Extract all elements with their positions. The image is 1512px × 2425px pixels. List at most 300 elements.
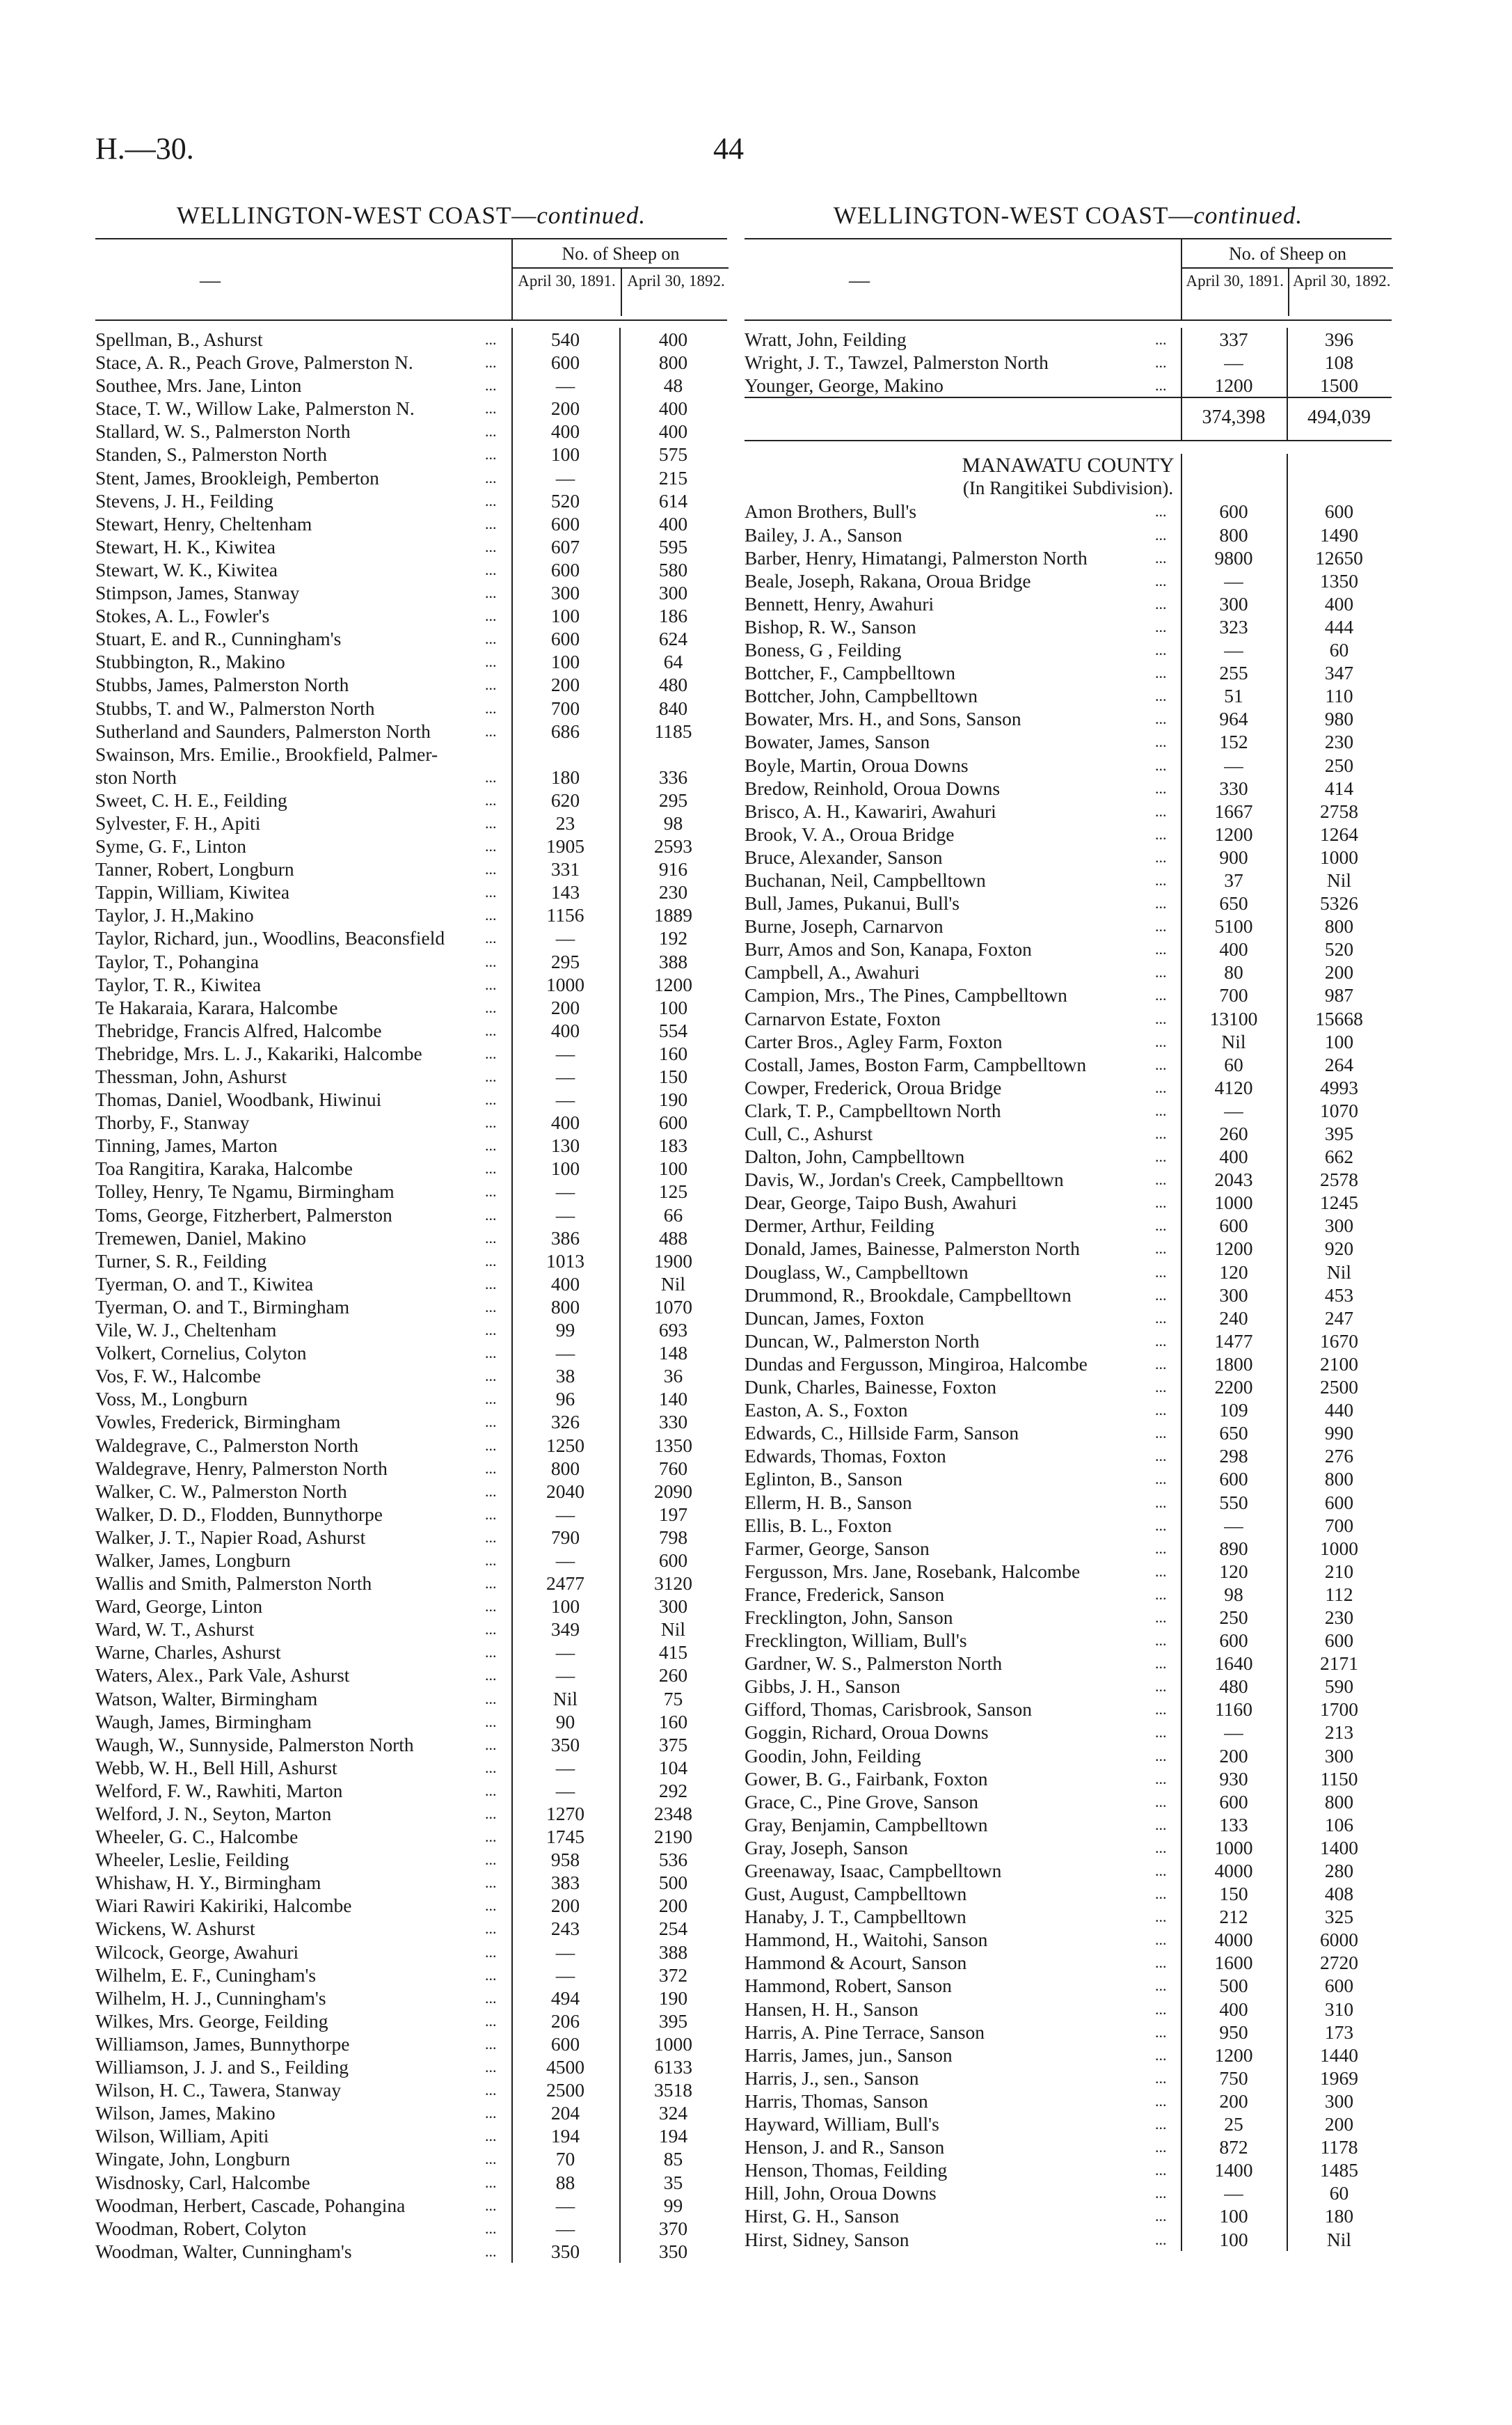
table-row (745, 846, 1392, 869)
sheep-1892: 210 (1324, 1560, 1354, 1582)
table-row (95, 1549, 727, 1572)
sheep-1891: — (555, 1342, 575, 1364)
sheep-1891: — (555, 1779, 575, 1801)
leader-dots: ... (485, 2173, 497, 2191)
owner-name: Waldegrave, C., Palmerston North (95, 1434, 359, 1456)
table-row (745, 374, 1392, 397)
table-row (745, 1675, 1392, 1698)
sheep-1891: 2040 (546, 1480, 584, 1502)
owner-name: Wilson, James, Makino (95, 2102, 276, 2124)
leader-dots: ... (1155, 2161, 1167, 2179)
owner-name: Thorby, F., Stanway (95, 1112, 250, 1134)
owner-name: Easton, A. S., Foxton (745, 1399, 908, 1421)
sheep-1892: 1889 (654, 904, 692, 926)
table-row (95, 397, 727, 420)
owner-name: Clark, T. P., Campbelltown North (745, 1099, 1001, 1121)
owner-name: Hayward, William, Bull's (745, 2113, 939, 2135)
leader-dots: ... (485, 722, 497, 740)
sheep-1891: 400 (550, 420, 580, 443)
right-table-body (745, 454, 1392, 2250)
sheep-1891: 96 (555, 1388, 575, 1410)
leader-dots: ... (485, 400, 497, 418)
sheep-1892: 276 (1324, 1445, 1354, 1467)
leader-dots: ... (1155, 1194, 1167, 1212)
leader-dots: ... (1155, 1148, 1167, 1166)
sheep-1892: 347 (1324, 662, 1354, 684)
table-row (95, 535, 727, 558)
leader-dots: ... (485, 1735, 497, 1753)
table-row (745, 823, 1392, 846)
leader-dots: ... (485, 676, 497, 694)
sheep-1892: 1350 (1320, 569, 1358, 592)
leader-dots: ... (485, 791, 497, 809)
owner-name: Dermer, Arthur, Feilding (745, 1215, 934, 1237)
table-row (95, 1019, 727, 1042)
sheep-1892: 183 (658, 1135, 688, 1157)
sheep-1892: 200 (658, 1895, 688, 1917)
owner-name: Harris, J., sen., Sanson (745, 2067, 919, 2089)
sheep-1892: 1500 (1320, 374, 1358, 397)
table-row (745, 2090, 1392, 2112)
sheep-1891: 1640 (1214, 1652, 1253, 1675)
owner-name: Hirst, Sidney, Sanson (745, 2228, 909, 2250)
leader-dots: ... (485, 1160, 497, 1178)
sheep-1892: 148 (658, 1342, 688, 1364)
sheep-1891: 100 (550, 605, 580, 627)
sheep-1891: 323 (1219, 615, 1248, 638)
sheep-1892: 1245 (1320, 1192, 1358, 1214)
sheep-1892: 1070 (654, 1295, 692, 1318)
sheep-1891: — (555, 1180, 575, 1203)
sheep-1891: — (555, 2217, 575, 2239)
owner-name: Williamson, James, Bunnythorpe (95, 2032, 350, 2055)
owner-name: Boyle, Martin, Oroua Downs (745, 754, 969, 776)
sheep-1891: 90 (555, 1710, 575, 1732)
owner-name: Vile, W. J., Cheltenham (95, 1319, 277, 1341)
owner-name: Harris, A. Pine Terrace, Sanson (745, 2021, 985, 2043)
sheep-1891: — (1224, 754, 1243, 776)
sheep-1891: 200 (550, 1895, 580, 1917)
owner-name: Taylor, T., Pohangina (95, 950, 260, 972)
leader-dots: ... (485, 1413, 497, 1431)
table-row (745, 892, 1392, 915)
sheep-1891: 51 (1224, 685, 1243, 707)
sheep-1892: 400 (658, 512, 688, 535)
sheep-1892: Nil (1326, 1261, 1352, 1283)
leader-dots: ... (1155, 1585, 1167, 1603)
leader-dots: ... (1155, 940, 1167, 958)
table-row (745, 938, 1392, 961)
owner-name: Webb, W. H., Bell Hill, Ashurst (95, 1756, 337, 1778)
owner-name: Brook, V. A., Oroua Bridge (745, 823, 955, 845)
sheep-1891: 143 (550, 881, 580, 903)
leader-dots: ... (485, 331, 497, 348)
left-column (95, 202, 727, 2263)
sheep-1891: 23 (555, 812, 575, 834)
table-row (745, 1398, 1392, 1421)
sheep-1892: 1490 (1320, 523, 1358, 546)
sheep-1892: 1670 (1320, 1329, 1358, 1352)
owner-name: Sutherland and Saunders, Palmerston North (95, 720, 431, 742)
sheep-1891: 600 (550, 628, 580, 650)
sheep-1891: — (555, 1641, 575, 1664)
sheep-1892: 600 (1324, 500, 1354, 523)
owner-name: Bredow, Reinhold, Oroua Downs (745, 777, 1001, 799)
table-row (95, 2194, 727, 2217)
owner-name: Gower, B. G., Fairbank, Foxton (745, 1767, 988, 1790)
owner-name: Stubbington, R., Makino (95, 651, 285, 673)
sheep-1891: 200 (1219, 1744, 1248, 1767)
table-row (745, 328, 1392, 351)
owner-name: Harris, Thomas, Sanson (745, 2090, 928, 2112)
owner-name: Walker, James, Longburn (95, 1549, 291, 1571)
table-row (95, 1595, 727, 1618)
sheep-1892: 180 (1324, 2205, 1354, 2227)
sheep-1892: 388 (658, 950, 688, 972)
table-row (95, 1134, 727, 1157)
owner-name: Swainson, Mrs. Emilie., Brookfield, Palmer- (95, 743, 438, 765)
owner-name: Stevens, J. H., Feilding (95, 489, 273, 512)
owner-name: Thessman, John, Ashurst (95, 1066, 287, 1087)
leader-dots: ... (485, 952, 497, 970)
sheep-1891: 200 (550, 996, 580, 1018)
leader-dots: ... (485, 1897, 497, 1915)
table-row (745, 1375, 1392, 1398)
owner-name: Waldegrave, Henry, Palmerston North (95, 1457, 388, 1479)
owner-name: Donald, James, Bainesse, Palmerston North (745, 1238, 1080, 1260)
sheep-1891: 60 (1224, 1053, 1243, 1075)
table-row (745, 1537, 1392, 1560)
leader-dots: ... (485, 1321, 497, 1339)
table-row (745, 1813, 1392, 1836)
sheep-1892: 104 (658, 1756, 688, 1778)
owner-name: Woodman, Walter, Cunningham's (95, 2240, 352, 2262)
owner-name: Edwards, C., Hillside Farm, Sanson (745, 1422, 1019, 1444)
col-1892-heading: April 30, 1892. (1288, 269, 1395, 316)
sheep-1892: 400 (658, 329, 688, 350)
sheep-1891: 1905 (546, 835, 584, 858)
sheep-1891: 1000 (546, 973, 584, 995)
leader-dots: ... (485, 1297, 497, 1316)
table-row (95, 650, 727, 673)
owner-name: Bull, James, Pukanui, Bull's (745, 892, 960, 915)
table-row (95, 789, 727, 812)
sheep-1891: — (555, 1664, 575, 1687)
table-row (95, 1733, 727, 1756)
right-table-header (745, 238, 1392, 321)
owner-name: Thebridge, Mrs. L. J., Kakariki, Halcombe (95, 1042, 422, 1064)
owner-name: Voss, M., Longburn (95, 1388, 248, 1410)
leader-dots: ... (485, 1091, 497, 1109)
leader-dots: ... (485, 1274, 497, 1293)
sheep-1892: 173 (1324, 2021, 1354, 2043)
table-row (95, 1341, 727, 1364)
sheep-1891: — (1224, 1514, 1243, 1536)
leader-dots: ... (485, 906, 497, 924)
sheep-count-heading: No. of Sheep on (1182, 244, 1393, 269)
table-row (95, 443, 727, 466)
owner-name: Wickens, W. Ashurst (95, 1918, 255, 1940)
sheep-1892: Nil (660, 1618, 686, 1641)
sheep-1891: 1600 (1214, 1952, 1253, 1974)
sheep-1891: 300 (550, 582, 580, 604)
left-table-header (95, 238, 727, 321)
sheep-1891: 700 (550, 697, 580, 719)
owner-name: Dalton, John, Campbelltown (745, 1146, 965, 1168)
sheep-1891: Nil (1221, 1030, 1246, 1052)
owner-name: Stokes, A. L., Fowler's (95, 605, 270, 627)
owner-name: Dundas and Fergusson, Mingiroa, Halcombe (745, 1352, 1088, 1375)
owner-name: Wilhelm, E. F., Cuningham's (95, 1964, 317, 1986)
leader-dots: ... (485, 1344, 497, 1362)
sheep-1891: 400 (550, 1019, 580, 1041)
owner-name: Wilson, William, Apiti (95, 2125, 269, 2147)
sheep-1891: 607 (550, 535, 580, 558)
table-row (745, 546, 1392, 569)
table-row (95, 1457, 727, 1480)
table-row (745, 1145, 1392, 1168)
sheep-1892: 98 (663, 812, 683, 834)
table-row (745, 2181, 1392, 2204)
owner-name: Taylor, J. H.,Makino (95, 904, 254, 926)
leader-dots: ... (1155, 1447, 1167, 1465)
table-row (95, 2009, 727, 2032)
leader-dots: ... (1155, 1332, 1167, 1350)
table-row (745, 1329, 1392, 1352)
owner-name: Whishaw, H. Y., Birmingham (95, 1872, 321, 1894)
sheep-1891: 400 (550, 1112, 580, 1134)
sheep-1891: 600 (550, 512, 580, 535)
leader-dots: ... (485, 1851, 497, 1869)
table-row (95, 1272, 727, 1295)
sheep-1891: 400 (550, 1272, 580, 1295)
sheep-1892: 916 (658, 858, 688, 880)
sheep-1892: 408 (1324, 1883, 1354, 1905)
table-row (745, 1168, 1392, 1191)
leader-dots: ... (485, 1597, 497, 1616)
table-row (95, 627, 727, 650)
sheep-1892: 488 (658, 1226, 688, 1249)
table-row (745, 1652, 1392, 1675)
sheep-1892: 662 (1324, 1146, 1354, 1168)
owner-name: Hanaby, J. T., Campbelltown (745, 1906, 966, 1928)
table-row (745, 684, 1392, 707)
leader-dots: ... (1155, 802, 1167, 820)
sheep-1891: 240 (1219, 1306, 1248, 1329)
owner-name: Brisco, A. H., Kawariri, Awahuri (745, 800, 996, 822)
table-row (745, 1053, 1392, 1076)
owner-name: Thebridge, Francis Alfred, Halcombe (95, 1019, 382, 1041)
sheep-1891: 350 (550, 1733, 580, 1755)
table-row (745, 1998, 1392, 2021)
table-row (95, 743, 727, 766)
sheep-1892: 600 (658, 1112, 688, 1134)
owner-name: Vos, F. W., Halcombe (95, 1365, 261, 1387)
leader-dots: ... (1155, 1055, 1167, 1073)
sheep-1892: 1000 (1320, 846, 1358, 868)
owner-name: ston North (95, 766, 177, 788)
sheep-1891: 200 (550, 397, 580, 420)
table-row (95, 2240, 727, 2263)
table-row (745, 569, 1392, 592)
sheep-1892: 840 (658, 697, 688, 719)
owner-name: Volkert, Cornelius, Colyton (95, 1342, 307, 1364)
owner-name: Cowper, Frederick, Oroua Bridge (745, 1076, 1002, 1098)
leader-dots: ... (1155, 756, 1167, 774)
sheep-1892: 1000 (654, 2032, 692, 2055)
sheep-1892: 614 (658, 489, 688, 512)
sheep-1892: 325 (1324, 1906, 1354, 1928)
table-row (745, 2044, 1392, 2067)
leader-dots: ... (1155, 1862, 1167, 1879)
leader-dots: ... (485, 537, 497, 555)
owner-name: Toms, George, Fitzherbert, Palmerston (95, 1203, 392, 1226)
table-row (95, 880, 727, 903)
sheep-1891: — (555, 2194, 575, 2216)
leader-dots: ... (1155, 1700, 1167, 1719)
sheep-1892: 12650 (1315, 546, 1363, 569)
sheep-1892: 2190 (654, 1826, 692, 1848)
sheep-1891: 150 (1219, 1883, 1248, 1905)
sheep-1891: 930 (1219, 1767, 1248, 1790)
sheep-1891: — (555, 1549, 575, 1571)
leader-dots: ... (485, 1390, 497, 1408)
owner-name: Hirst, G. H., Sanson (745, 2205, 900, 2227)
sheep-1892: 300 (1324, 2090, 1354, 2112)
leader-dots: ... (1155, 2207, 1167, 2225)
leader-dots: ... (485, 1620, 497, 1638)
leader-dots: ... (1155, 664, 1167, 682)
table-row (745, 754, 1392, 777)
sheep-1892: 800 (1324, 1790, 1354, 1812)
table-row (95, 1318, 727, 1341)
table-row (95, 1618, 727, 1641)
owner-name: Wisdnosky, Carl, Halcombe (95, 2171, 310, 2193)
leader-dots: ... (1155, 1608, 1167, 1626)
sheep-1891: 38 (555, 1365, 575, 1387)
sheep-1891: 206 (550, 2009, 580, 2032)
table-row (95, 2217, 727, 2240)
owner-name: Walker, C. W., Palmerston North (95, 1480, 347, 1502)
sheep-1891: 1000 (1214, 1836, 1253, 1858)
sheep-1891: 400 (1219, 938, 1248, 961)
sheep-1891: 180 (550, 766, 580, 788)
sheep-1891: — (555, 1964, 575, 1986)
sheep-1891: 70 (555, 2148, 575, 2170)
sheep-1892: 190 (658, 1986, 688, 2009)
owner-name: Wilson, H. C., Tawera, Stanway (95, 2079, 342, 2101)
sheep-1892: 6000 (1320, 1929, 1358, 1951)
sheep-1892: 400 (658, 397, 688, 420)
leader-dots: ... (1155, 1240, 1167, 1258)
sheep-count-group (511, 239, 729, 319)
owner-name: Woodman, Herbert, Cascade, Pohangina (95, 2194, 406, 2216)
leader-dots: ... (485, 2012, 497, 2030)
owner-name: Hansen, H. H., Sanson (745, 1998, 918, 2020)
owner-name: Stubbs, James, Palmerston North (95, 674, 349, 696)
leader-dots: ... (1155, 354, 1167, 372)
table-row (745, 592, 1392, 615)
owner-name: Wright, J. T., Tawzel, Palmerston North (745, 351, 1049, 374)
sheep-1892: 260 (658, 1664, 688, 1687)
sheep-1892: 760 (658, 1457, 688, 1479)
leader-dots: ... (1155, 825, 1167, 843)
table-row (745, 2067, 1392, 2090)
table-row (95, 581, 727, 604)
sheep-1892: 1440 (1320, 2044, 1358, 2066)
table-row (95, 996, 727, 1019)
owner-name: Gifford, Thomas, Carisbrook, Sanson (745, 1698, 1032, 1721)
header-dash: — (200, 269, 221, 292)
sheep-1891: — (555, 1203, 575, 1226)
table-row (95, 1042, 727, 1065)
table-row (95, 351, 727, 374)
sheep-1891: 1013 (546, 1249, 584, 1272)
right-column-title: WELLINGTON-WEST COAST—continued. (833, 202, 1303, 229)
leader-dots: ... (1155, 503, 1167, 521)
table-row (745, 1514, 1392, 1537)
leader-dots: ... (485, 837, 497, 855)
leader-dots: ... (1155, 2023, 1167, 2041)
owner-name: Standen, S., Palmerston North (95, 443, 328, 466)
leader-dots: ... (1155, 1286, 1167, 1304)
owner-name: Waugh, James, Birmingham (95, 1710, 312, 1732)
sheep-1892: 99 (663, 2194, 683, 2216)
leader-dots: ... (1155, 1677, 1167, 1696)
sheep-1892: 192 (658, 927, 688, 949)
sheep-1892: 108 (1324, 351, 1354, 374)
owner-name: Gray, Joseph, Sanson (745, 1836, 908, 1858)
owner-name: Tolley, Henry, Te Ngamu, Birmingham (95, 1180, 395, 1203)
table-row (745, 1974, 1392, 1997)
sheep-1892: 400 (658, 420, 688, 443)
leader-dots: ... (1155, 733, 1167, 751)
owner-name: Gray, Benjamin, Campbelltown (745, 1813, 988, 1835)
left-table-body (95, 328, 727, 2263)
sheep-1891: 212 (1219, 1906, 1248, 1928)
sheep-1892: 264 (1324, 1053, 1354, 1075)
owner-name: Edwards, Thomas, Foxton (745, 1445, 946, 1467)
owner-name: Stuart, E. and R., Cunningham's (95, 628, 342, 650)
leader-dots: ... (1155, 1493, 1167, 1511)
owner-name: Douglass, W., Campbelltown (745, 1261, 969, 1283)
col-1892-heading: April 30, 1892. (621, 269, 730, 316)
leader-dots: ... (1155, 1032, 1167, 1050)
sheep-1892: 15668 (1315, 1007, 1363, 1029)
leader-dots: ... (485, 422, 497, 441)
sheep-1891: 25 (1224, 2113, 1243, 2135)
leader-dots: ... (1155, 1885, 1167, 1903)
owner-name: Stubbs, T. and W., Palmerston North (95, 697, 375, 719)
sheep-1892: 1264 (1320, 823, 1358, 845)
table-row (745, 1099, 1392, 1122)
sheep-1892: 700 (1324, 1514, 1354, 1536)
sheep-1891: 1667 (1214, 800, 1253, 822)
leader-dots: ... (1155, 526, 1167, 544)
sheep-1892: 247 (1324, 1306, 1354, 1329)
leader-dots: ... (485, 514, 497, 532)
sheep-1891: 250 (1219, 1606, 1248, 1628)
owner-name: Carter Bros., Agley Farm, Foxton (745, 1030, 1003, 1052)
sheep-1891: 100 (1219, 2205, 1248, 2227)
table-row (745, 961, 1392, 984)
leader-dots: ... (1155, 894, 1167, 913)
sheep-1891: — (555, 1941, 575, 1963)
leader-dots: ... (1155, 963, 1167, 981)
table-row (95, 1526, 727, 1549)
table-row (95, 720, 727, 743)
sheep-1892: 1400 (1320, 1836, 1358, 1858)
